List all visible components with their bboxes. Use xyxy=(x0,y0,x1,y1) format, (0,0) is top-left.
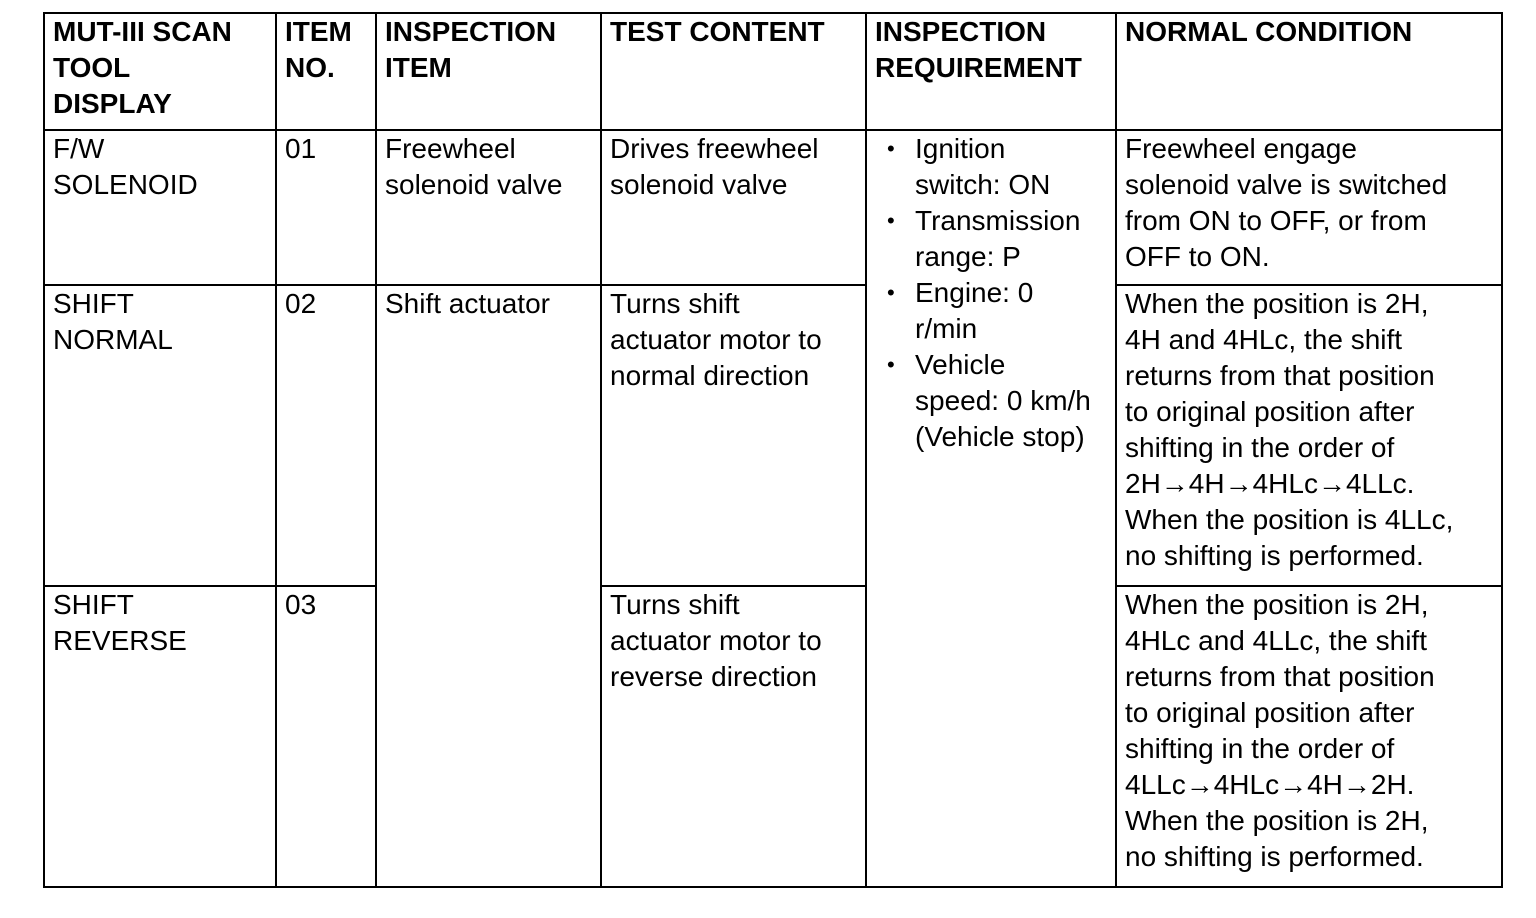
table-row xyxy=(44,586,1502,887)
cell-item-no: 03 xyxy=(276,586,376,887)
cell-normal-condition: When the position is 2H, 4H and 4HLc, the shift returns from that position to original position after shifting in the order of 2H→4H→4HLc→4LLc. When the position is 4LLc, no shifting is performed. xyxy=(1116,285,1502,586)
header-row xyxy=(44,13,1502,130)
bullet-icon: • xyxy=(887,136,895,162)
list-item: • Ignition switch: ON xyxy=(887,133,1051,201)
cell-display: F/W SOLENOID xyxy=(44,130,276,285)
bullet-icon: • xyxy=(887,208,895,234)
inspection-table xyxy=(43,12,1503,888)
header-display: MUT-III SCAN TOOL DISPLAY xyxy=(44,13,276,130)
bullet-icon: • xyxy=(887,352,895,378)
header-inspection-requirement: INSPECTION REQUIREMENT xyxy=(866,13,1116,130)
list-item: • Vehicle speed: 0 km/h (Vehicle stop) xyxy=(887,349,1091,453)
cell-normal-condition: Freewheel engage solenoid valve is switched from ON to OFF, or from OFF to ON. xyxy=(1116,130,1502,285)
cell-item-no: 02 xyxy=(276,285,376,586)
header-inspection-item: INSPECTION ITEM xyxy=(376,13,601,130)
cell-inspection-requirement xyxy=(866,130,1116,887)
cell-test-content: Drives freewheel solenoid valve xyxy=(601,130,866,285)
header-normal-condition: NORMAL CONDITION xyxy=(1116,13,1502,130)
cell-normal-condition: When the position is 2H, 4HLc and 4LLc, the shift returns from that position to original position after shifting in the order of 4LLc→4HLc→4H→2H. When the position is 2H, no shifting is performed. xyxy=(1116,586,1502,887)
requirement-list xyxy=(875,131,1109,455)
table-row xyxy=(44,130,1502,285)
header-item-no: ITEM NO. xyxy=(276,13,376,130)
bullet-icon: • xyxy=(887,280,895,306)
cell-display: SHIFT REVERSE xyxy=(44,586,276,887)
table-row xyxy=(44,285,1502,586)
cell-inspection-item: Freewheel solenoid valve xyxy=(376,130,601,285)
cell-inspection-item: Shift actuator xyxy=(376,285,601,887)
list-item: • Transmission range: P xyxy=(887,205,1081,273)
header-test-content: TEST CONTENT xyxy=(601,13,866,130)
cell-item-no: 01 xyxy=(276,130,376,285)
list-item: • Engine: 0 r/min xyxy=(887,277,1034,345)
cell-test-content: Turns shift actuator motor to normal direction xyxy=(601,285,866,586)
cell-display: SHIFT NORMAL xyxy=(44,285,276,586)
cell-test-content: Turns shift actuator motor to reverse direction xyxy=(601,586,866,887)
